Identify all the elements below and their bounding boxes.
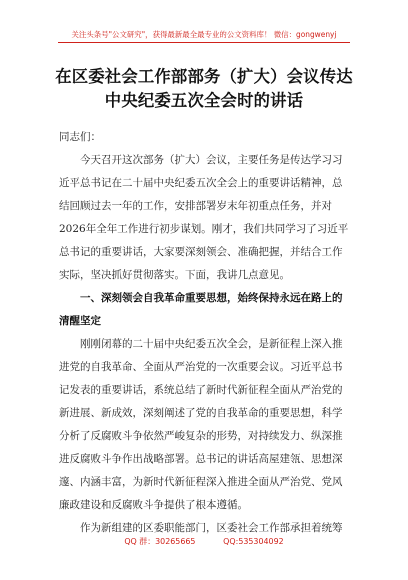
body-line: 分析了反腐败斗争依然严峻复杂的形势，对持续发力、纵深推 — [59, 430, 343, 442]
body-line: 进党的自我革命、全面从严治党的一次重要会议。习近平总书 — [59, 361, 343, 373]
body-line: 邃、内涵丰富，为新时代新征程深入推进全面从严治党、党风 — [59, 476, 343, 488]
body-line: 今天召开这次部务（扩大）会议，主要任务是传达学习习 — [59, 154, 343, 166]
qq-group-number: QQ 群：30265665 — [124, 537, 196, 546]
body-line: 总书记的重要讲话，大家要深刻领会、准确把握，并结合工作 — [59, 246, 343, 258]
body-line: 刚刚闭幕的二十届中央纪委五次全会，是新征程上深入推 — [59, 338, 343, 350]
body-line: 实际，坚决抓好贯彻落实。下面，我讲几点意见。 — [59, 269, 290, 281]
header-divider — [58, 42, 350, 43]
footer — [2, 536, 406, 547]
section-heading: 清醒坚定 — [59, 315, 101, 327]
body-line: 近平总书记在二十届中央纪委五次全会上的重要讲话精神，总 — [59, 177, 343, 189]
body-line: 进反腐败斗争作出战略部署。总书记的讲话高屋建瓴、思想深 — [59, 453, 343, 465]
document-title-line-1: 在区委社会工作部部务（扩大）会议传达 — [55, 67, 353, 86]
header-note: 关注头条号"公文研究"，获得最新最全最专业的公文资料库！ 微信：gongwenyj — [71, 30, 337, 39]
body-line: 2026年全年工作进行初步谋划。刚才，我们共同学习了习近平 — [59, 223, 349, 235]
body-line: 新进展、新成效，深刻阐述了党的自我革命的重要思想，科学 — [59, 407, 343, 419]
qq-number: QQ:535304092 — [223, 537, 284, 546]
body-line: 结回顾过去一年的工作，安排部署岁末年初重点任务，并对 — [59, 200, 332, 212]
section-heading: 一、深刻领会自我革命重要思想，始终保持永远在路上的 — [59, 292, 343, 304]
salutation: 同志们： — [59, 131, 101, 143]
body-line: 廉政建设和反腐败斗争提供了根本遵循。 — [59, 499, 248, 511]
document-title-line-2: 中央纪委五次全会时的讲话 — [104, 91, 304, 110]
body-line: 记发表的重要讲话，系统总结了新时代新征程全面从严治党的 — [59, 384, 343, 396]
body-line: 作为新组建的区委职能部门，区委社会工作部承担着统筹 — [59, 522, 343, 534]
